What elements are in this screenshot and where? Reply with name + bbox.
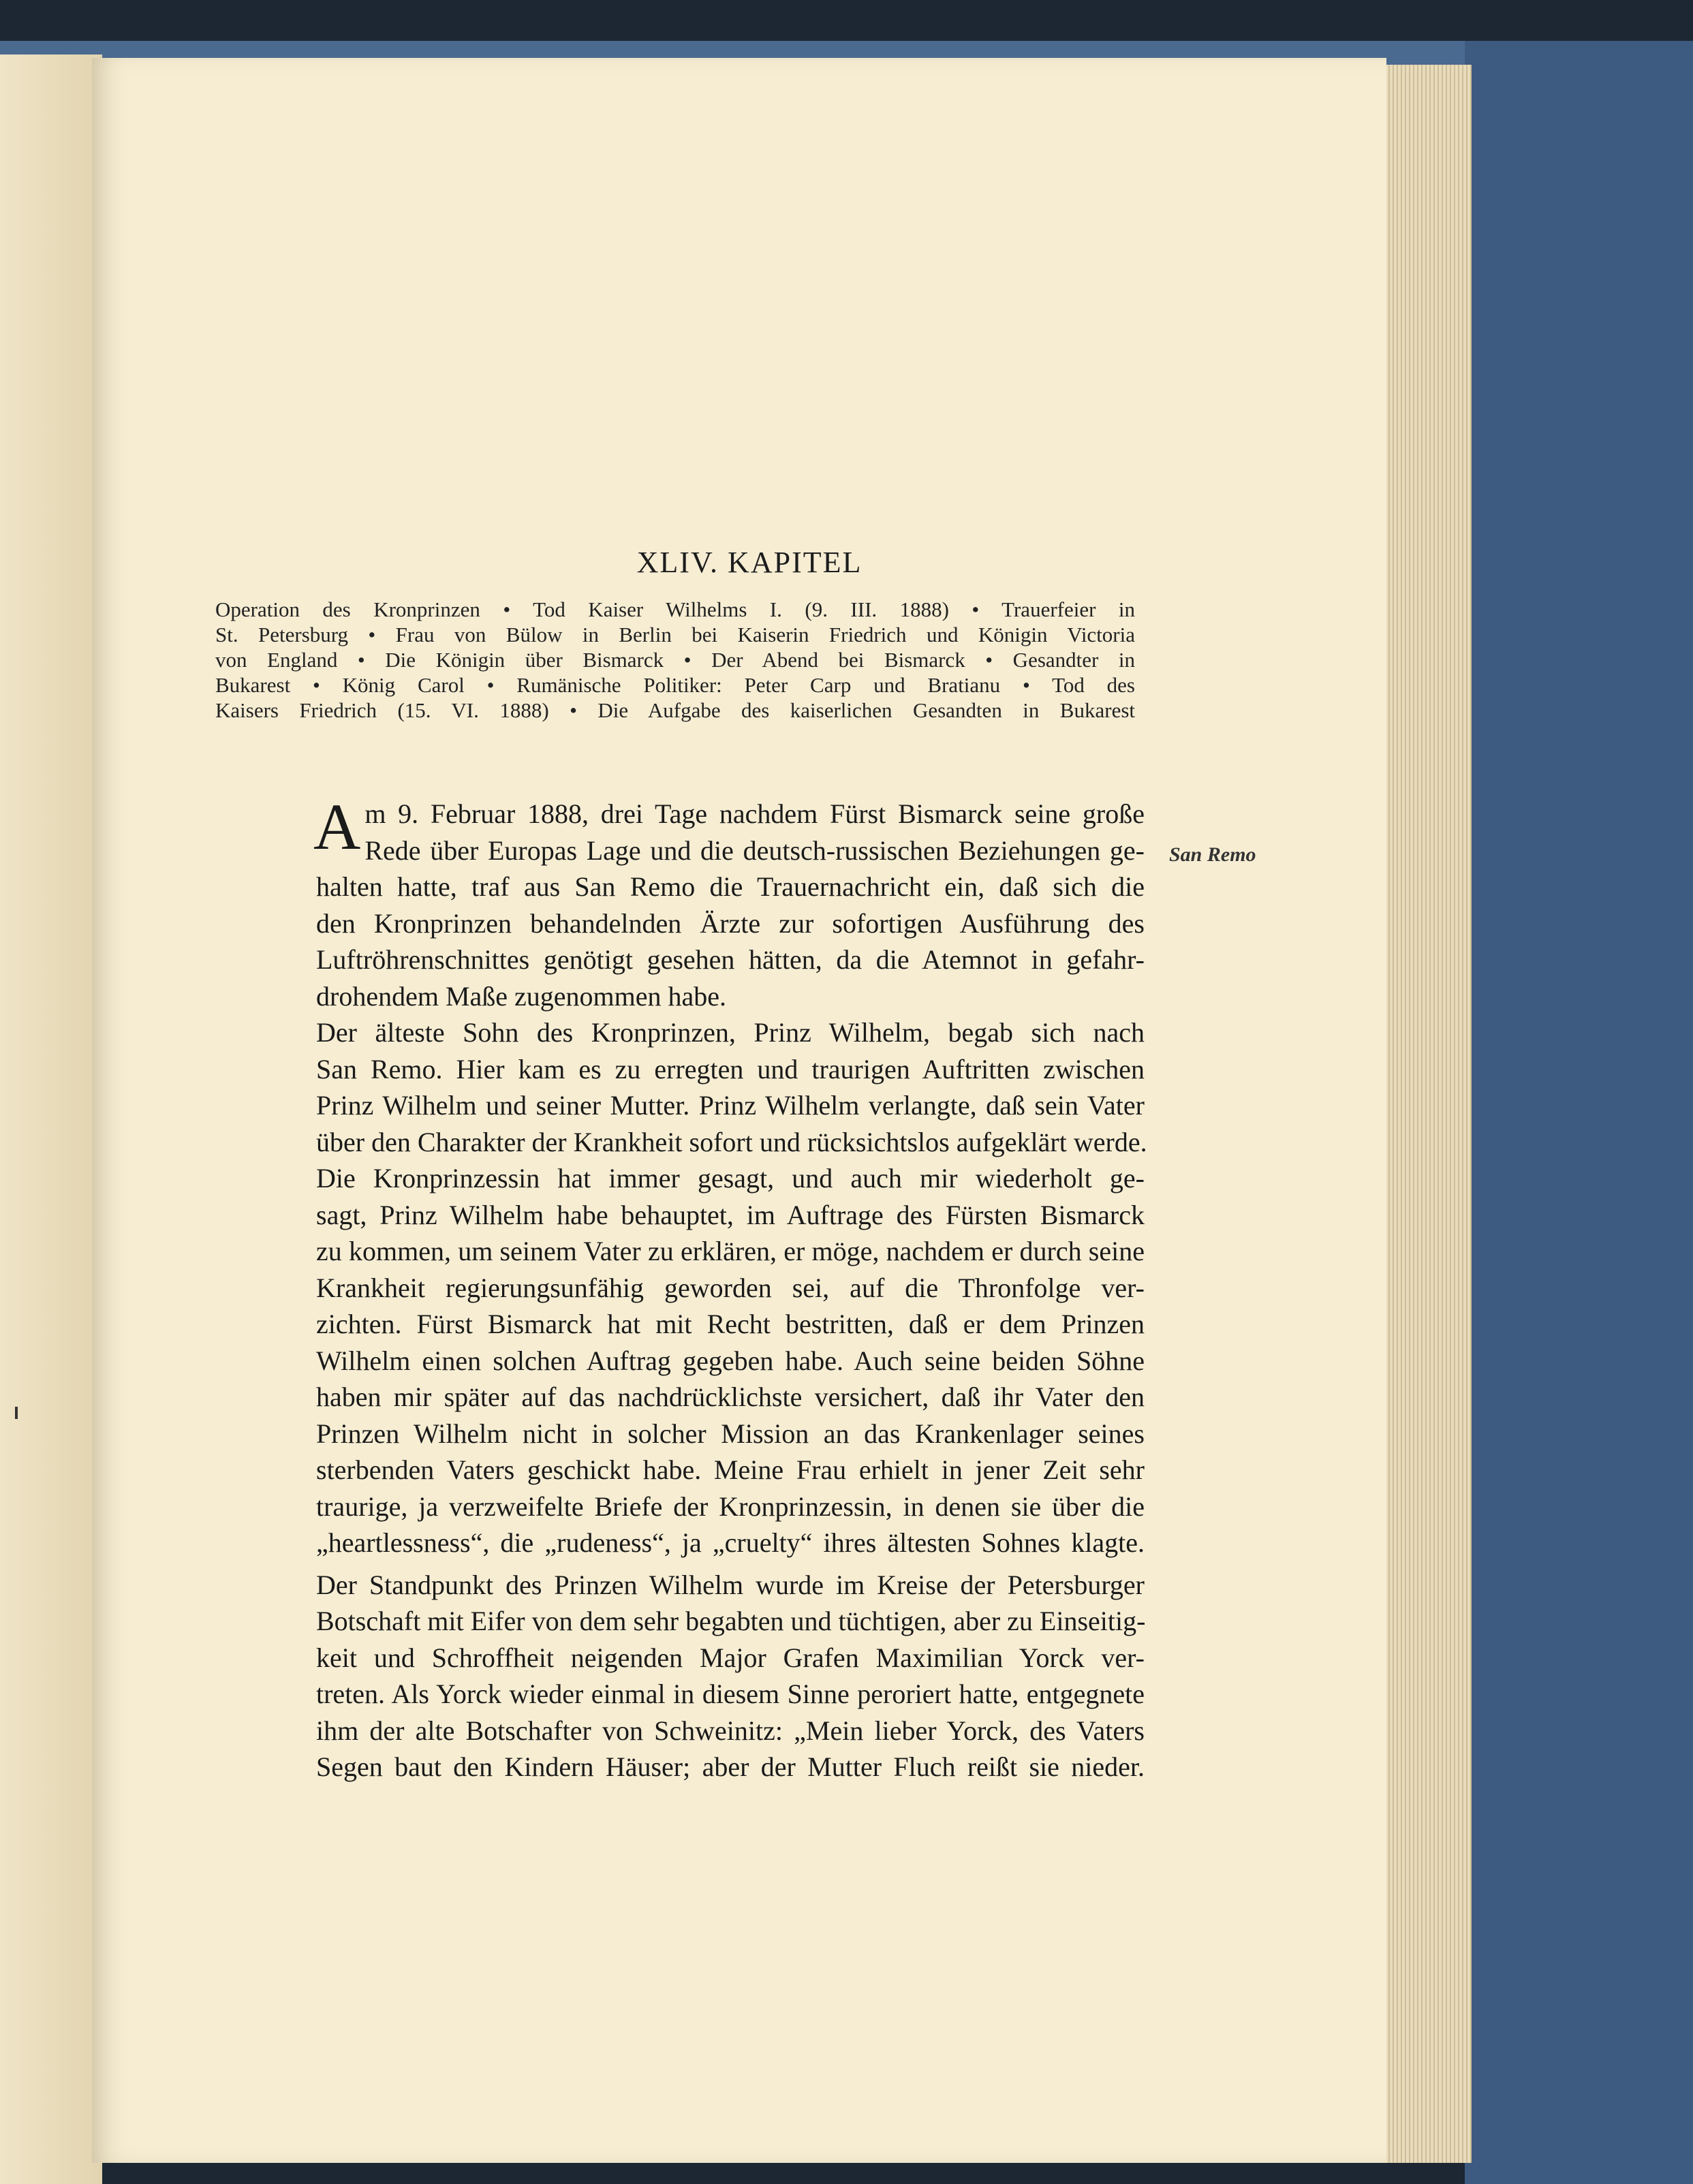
text-line: Botschaft mit Eifer von dem sehr begabten und tüchtigen, aber zu Einseitig- (316, 1606, 1146, 1636)
text-line: zichten. Fürst Bismarck hat mit Recht bestritten, daß er dem Prinzen (316, 1309, 1145, 1339)
left-page (0, 54, 102, 2184)
text-line: Prinzen Wilhelm nicht in solcher Mission an das Krankenlager seines (316, 1418, 1145, 1449)
text-line: Die Kronprinzessin hat immer gesagt, und auch mir wiederholt ge- (316, 1163, 1145, 1194)
text-line: „heartlessness“, die „rudeness“, ja „cruelty“ ihres ältesten Sohnes klagte. (316, 1527, 1145, 1558)
text-line: den Kronprinzen behandelnden Ärzte zur sofortigen Ausführung des (316, 907, 1145, 939)
text-line: treten. Als Yorck wieder einmal in diesem Sinne peroriert hatte, entgegnete (316, 1679, 1145, 1709)
margin-note: San Remo (1169, 843, 1256, 866)
paragraph (316, 1160, 1145, 1561)
text-line: über den Charakter der Krankheit sofort und rücksichtslos aufgeklärt werde. (316, 1126, 1147, 1157)
text-line: Der älteste Sohn des Kronprinzen, Prinz Wilhelm, begab sich nach (316, 1017, 1145, 1048)
margin-mark (15, 1407, 18, 1419)
text-line: Segen baut den Kindern Häuser; aber der Mutter Fluch reißt sie nieder. (316, 1751, 1145, 1782)
chapter-summary (215, 597, 1135, 723)
body-text (313, 790, 1147, 1785)
chapter-heading: XLIV. KAPITEL (636, 546, 863, 579)
text-line: Rede über Europas Lage und die deutsch-russischen Beziehungen ge- (364, 834, 1145, 866)
text-line: sagt, Prinz Wilhelm habe behauptet, im Auftrage des Fürsten Bismarck (316, 1199, 1145, 1230)
text-line: halten hatte, traf aus San Remo die Trauernachricht ein, daß sich die (316, 871, 1145, 902)
text-line: Krankheit regierungsunfähig geworden sei, auf die Thronfolge ver- (316, 1272, 1145, 1303)
book-cover (1465, 41, 1693, 2184)
text-line: keit und Schroffheit neigenden Major Grafen Maximilian Yorck ver- (316, 1642, 1145, 1673)
summary-line: St. Petersburg • Frau von Bülow in Berlin bei Kaiserin Friedrich und Königin Victoria (215, 623, 1135, 646)
text-line: ihm der alte Botschafter von Schweinitz: „Mein lieber Yorck, des Vaters (316, 1715, 1145, 1746)
text-line: Wilhelm einen solchen Auftrag gegeben habe. Auch seine beiden Söhne (316, 1345, 1145, 1376)
paragraph (316, 1567, 1145, 1785)
text-line: Luftröhrenschnittes genötigt gesehen hätten, da die Atemnot in gefahr- (316, 944, 1145, 975)
text-line: drohendem Maße zugenommen habe. (316, 980, 727, 1012)
text-line: sterbenden Vaters geschickt habe. Meine Frau erhielt in jener Zeit sehr (316, 1454, 1145, 1485)
text-line: haben mir später auf das nachdrücklichste versichert, daß ihr Vater den (316, 1382, 1145, 1412)
paragraph (316, 1014, 1145, 1160)
summary-line: Operation des Kronprinzen • Tod Kaiser Wilhelms I. (9. III. 1888) • Trauerfeier in (215, 597, 1135, 621)
text-line: San Remo. Hier kam es zu erregten und traurigen Auftritten zwischen (316, 1053, 1145, 1085)
text-line: traurige, ja verzweifelte Briefe der Kronprinzessin, in denen sie über die (316, 1491, 1145, 1522)
paragraph (313, 790, 1145, 1014)
drop-cap: A (313, 790, 361, 863)
text-line: m 9. Februar 1888, drei Tage nachdem Fürst Bismarck seine große (364, 798, 1145, 829)
text-line: zu kommen, um seinem Vater zu erklären, er möge, nachdem er durch seine (316, 1236, 1145, 1266)
summary-line: von England • Die Königin über Bismarck • Der Abend bei Bismarck • Gesandter in (215, 648, 1135, 672)
summary-line: Kaisers Friedrich (15. VI. 1888) • Die Aufgabe des kaiserlichen Gesandten in Bukarest (215, 698, 1135, 722)
text-line: Prinz Wilhelm und seiner Mutter. Prinz Wilhelm verlangte, daß sein Vater (316, 1090, 1145, 1121)
text-line: Der Standpunkt des Prinzen Wilhelm wurde im Kreise der Petersburger (316, 1569, 1145, 1600)
summary-line: Bukarest • König Carol • Rumänische Politiker: Peter Carp und Bratianu • Tod des (215, 673, 1135, 697)
